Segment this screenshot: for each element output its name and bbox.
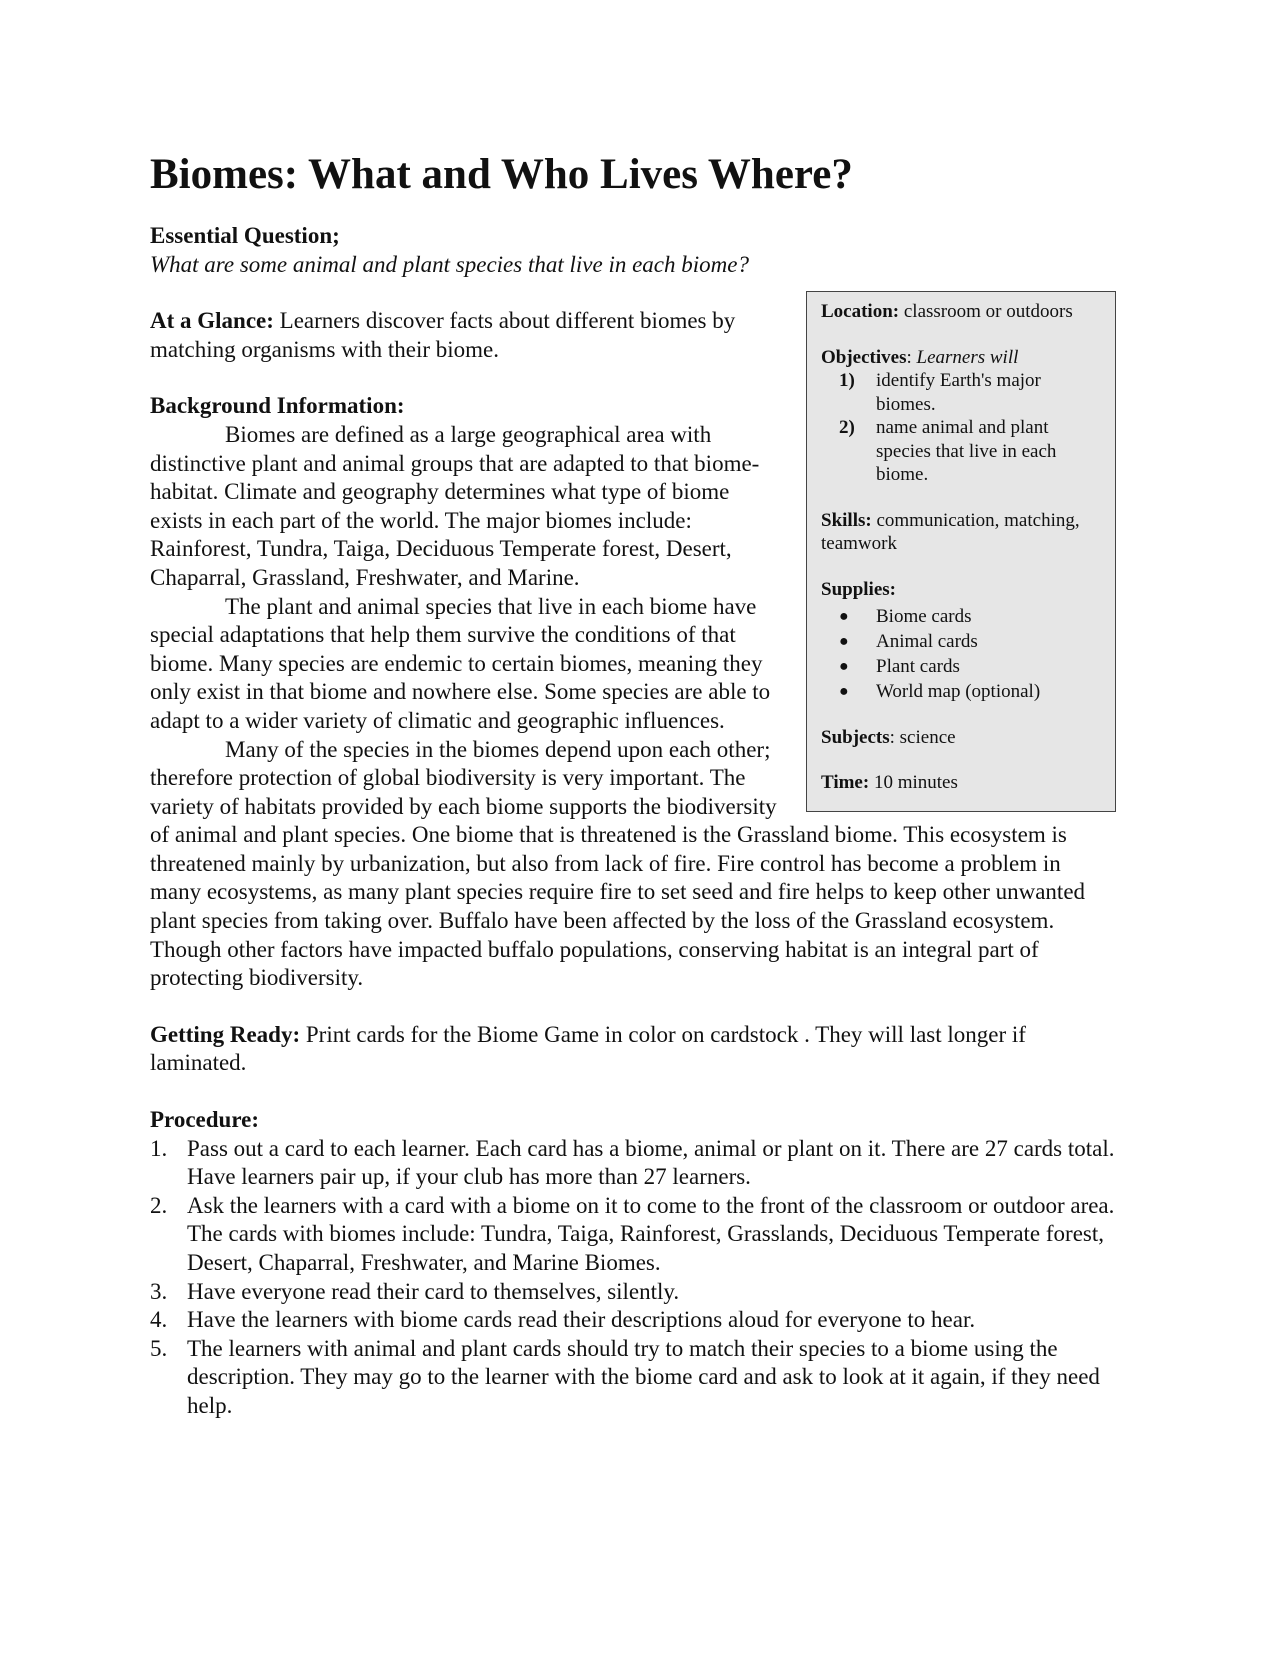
essential-question-text: What are some animal and plant species that live in each biome? <box>150 251 749 277</box>
activity-info-box <box>806 291 1116 812</box>
supply-item <box>821 630 1101 654</box>
getting-ready-label: Getting Ready: <box>150 1021 301 1047</box>
objective-number: 2) <box>839 417 855 439</box>
subjects-block <box>821 726 1101 750</box>
supply-text: Animal cards <box>876 631 978 653</box>
step-number: 1. <box>150 1135 168 1161</box>
objectives-block <box>821 346 1101 487</box>
procedure-step <box>150 1278 1116 1307</box>
location-value: classroom or outdoors <box>899 301 1073 323</box>
bullet-icon: ● <box>839 608 849 626</box>
objective-text: name animal and plant species that live in each biome. <box>876 417 1057 486</box>
time-label: Time: <box>821 772 870 794</box>
supply-item <box>821 605 1101 629</box>
objectives-list <box>821 369 1101 487</box>
step-text: Have the learners with biome cards read their descriptions aloud for everyone to hear. <box>187 1307 976 1333</box>
objective-number: 1) <box>839 370 855 392</box>
procedure-heading: Procedure: <box>150 1107 260 1133</box>
location-label: Location: <box>821 301 900 323</box>
getting-ready-text: Print cards for the Biome Game in color on cardstock . They will last longer if laminated. <box>150 1021 1026 1076</box>
objective-item <box>821 416 1101 487</box>
objective-item <box>821 369 1101 416</box>
step-text: Have everyone read their card to themselves, silently. <box>187 1278 680 1304</box>
procedure-list <box>150 1135 1116 1421</box>
objective-text: identify Earth's major biomes. <box>876 370 1041 415</box>
bullet-icon: ● <box>839 658 849 676</box>
step-text: Ask the learners with a card with a biome on it to come to the front of the classroom or outdoor area. The cards with biomes include: Tundra, Taiga, Rainforest, Grasslands, Deciduous Temperate forest, Desert, Chaparral, Freshwater, and Marine Biomes. <box>187 1192 1115 1275</box>
procedure-step <box>150 1192 1116 1278</box>
step-text: Pass out a card to each learner. Each card has a biome, animal or plant on it. There are 27 cards total. Have learners pair up, if your club has more than 27 learners. <box>187 1135 1115 1190</box>
supplies-list <box>821 605 1101 704</box>
skills-block <box>821 509 1101 556</box>
supply-text: Biome cards <box>876 606 972 628</box>
subjects-label: Subjects <box>821 726 890 748</box>
objectives-label: Objectives <box>821 346 907 368</box>
step-number: 3. <box>150 1278 168 1304</box>
document-page <box>150 150 1116 1421</box>
essential-question-section <box>150 222 1116 279</box>
bullet-icon: ● <box>839 633 849 651</box>
background-heading: Background Information: <box>150 393 405 419</box>
supplies-label: Supplies: <box>821 578 896 600</box>
time-block <box>821 771 1101 795</box>
background-paragraph-1: Biomes are defined as a large geographical area with distinctive plant and animal groups that are adapted to that biome-habitat. Climate and geography determines what type of biome exists in each part of the world. The major biomes include: Rainforest, Tundra, Taiga, Deciduous Temperate forest, Desert, Chaparral, Grassland, Freshwater, and Marine. <box>150 421 760 590</box>
supply-text: Plant cards <box>876 656 960 678</box>
getting-ready-section <box>150 1021 1116 1078</box>
background-paragraph-2: The plant and animal species that live in each biome have special adaptations that help them survive the conditions of that biome. Many species are endemic to certain biomes, meaning they only exist in that biome and nowhere else. Some species are able to adapt to a wider variety of climatic and geographic influences. <box>150 593 771 733</box>
procedure-step <box>150 1135 1116 1192</box>
page-title: Biomes: What and Who Lives Where? <box>150 151 853 198</box>
essential-question-label: Essential Question; <box>150 223 340 248</box>
step-number: 5. <box>150 1335 168 1361</box>
subjects-value: : science <box>889 726 956 748</box>
step-number: 2. <box>150 1192 168 1218</box>
at-a-glance-label: At a Glance: <box>150 308 274 334</box>
objectives-intro: Learners will <box>916 346 1019 368</box>
supply-item <box>821 655 1101 679</box>
skills-value: communication, matching, teamwork <box>821 509 1080 555</box>
supply-text: World map (optional) <box>876 681 1041 703</box>
skills-label: Skills: <box>821 509 872 531</box>
step-number: 4. <box>150 1307 168 1333</box>
at-a-glance-text: Learners discover facts about different biomes by matching organisms with their biome. <box>150 308 736 362</box>
supplies-block <box>821 578 1101 704</box>
time-value: 10 minutes <box>869 772 958 794</box>
procedure-step <box>150 1335 1116 1421</box>
supply-item <box>821 680 1101 704</box>
step-text: The learners with animal and plant cards should try to match their species to a biome using the description. They may go to the learner with the biome card and ask to look at it again, if they need help. <box>187 1335 1100 1418</box>
location-block <box>821 300 1101 324</box>
background-paragraph-3: Many of the species in the biomes depend upon each other; therefore protection of global biodiversity is very important. The variety of habitats provided by each biome supports the biodiversity of animal and plant species. One biome that is threatened is the Grassland biome. This ecosystem is threatened mainly by urbanization, but also from lack of fire. Fire control has become a problem in many ecosystems, as many plant species require fire to set seed and fire helps to keep other unwanted plant species from taking over. Buffalo have been affected by the loss of the Grassland ecosystem. Though other factors have impacted buffalo populations, conserving habitat is an integral part of protecting biodiversity. <box>150 736 1086 991</box>
objectives-colon: : <box>906 346 917 368</box>
bullet-icon: ● <box>839 683 849 701</box>
procedure-step <box>150 1306 1116 1335</box>
